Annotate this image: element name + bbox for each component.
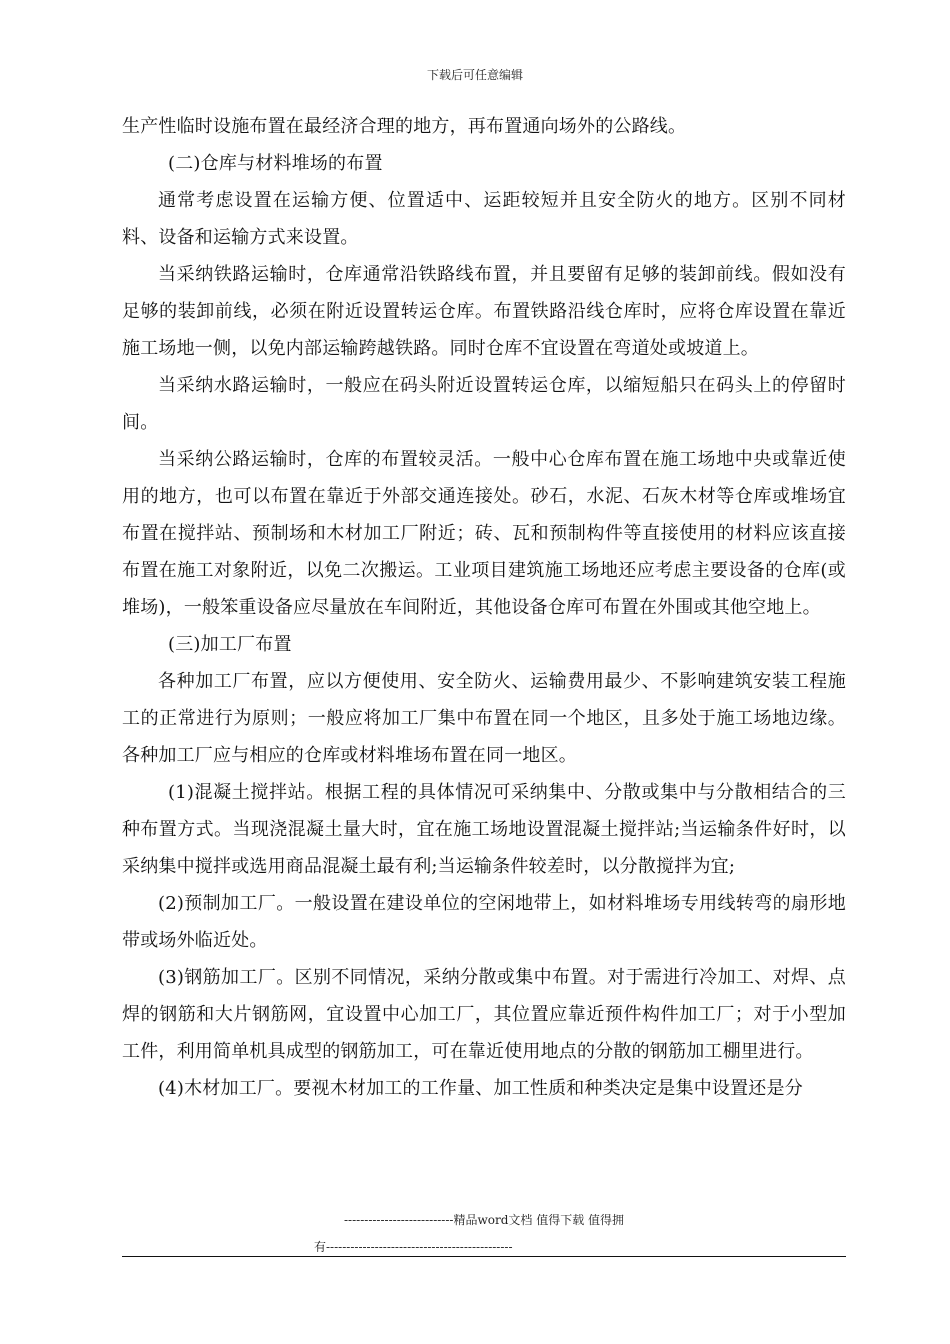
paragraph-12: (4)木材加工厂。要视木材加工的工作量、加工性质和种类决定是集中设置还是分 bbox=[158, 1078, 803, 1099]
paragraph-1: 生产性临时设施布置在最经济合理的地方，再布置通向场外的公路线。 bbox=[122, 116, 687, 137]
section-heading-factory: (三)加工厂布置 bbox=[168, 634, 292, 655]
paragraph-10: (2)预制加工厂。一般设置在建设单位的空闲地带上，如材料堆场专用线转弯的扇形地带或场外临近处。 bbox=[122, 893, 846, 951]
paragraph-5: 当采纳水路运输时，一般应在码头附近设置转运仓库，以缩短船只在码头上的停留时间。 bbox=[122, 375, 846, 433]
page-header: 下载后可任意编辑 bbox=[426, 68, 523, 82]
paragraph-9: (1)混凝土搅拌站。根据工程的具体情况可采纳集中、分散或集中与分散相结合的三种布置方式。当现浇混凝土量大时，宜在施工场地设置混凝土搅拌站;当运输条件好时，以采纳集中搅拌或选用商品混凝土最有利;当运输条件较差时，以分散搅拌为宜; bbox=[122, 782, 846, 877]
paragraph-6: 当采纳公路运输时，仓库的布置较灵活。一般中心仓库布置在施工场地中央或靠近使用的地方，也可以布置在靠近于外部交通连接处。砂石，水泥、石灰木材等仓库或堆场宜布置在搅拌站、预制场和木材加工厂附近；砖、瓦和预制构件等直接使用的材料应该直接布置在施工对象附近，以免二次搬运。工业项目建筑施工场地还应考虑主要设备的仓库(或堆场)，一般笨重设备应尽量放在车间附近，其他设备仓库可布置在外围或其他空地上。 bbox=[122, 449, 846, 618]
section-heading-warehouse: (二)仓库与材料堆场的布置 bbox=[168, 153, 383, 174]
paragraph-11: (3)钢筋加工厂。区别不同情况，采纳分散或集中布置。对于需进行冷加工、对焊、点焊的钢筋和大片钢筋网，宜设置中心加工厂，其位置应靠近预件构件加工厂；对于小型加工件，利用简单机具成型的钢筋加工，可在靠近使用地点的分散的钢筋加工棚里进行。 bbox=[122, 967, 846, 1062]
paragraph-4: 当采纳铁路运输时，仓库通常沿铁路线布置，并且要留有足够的装卸前线。假如没有足够的装卸前线，必须在附近设置转运仓库。布置铁路沿线仓库时，应将仓库设置在靠近施工场地一侧，以免内部运输跨越铁路。同时仓库不宜设置在弯道处或坡道上。 bbox=[122, 264, 846, 359]
paragraph-3: 通常考虑设置在运输方便、位置适中、运距较短并且安全防火的地方。区别不同材料、设备和运输方式来设置。 bbox=[122, 190, 846, 248]
paragraph-8: 各种加工厂布置，应以方便使用、安全防火、运输费用最少、不影响建筑安装工程施工的正常进行为原则；一般应将加工厂集中布置在同一个地区，且多处于施工场地边缘。各种加工厂应与相应的仓库或材料堆场布置在同一地区。 bbox=[122, 671, 846, 766]
document-body bbox=[122, 108, 846, 1107]
footer-line-2: 有---------------------------------------------- bbox=[314, 1240, 513, 1254]
footer-rule bbox=[122, 1256, 846, 1257]
footer-line-1: ---------------------------精品word文档 值得下载 值得拥 bbox=[343, 1213, 625, 1227]
